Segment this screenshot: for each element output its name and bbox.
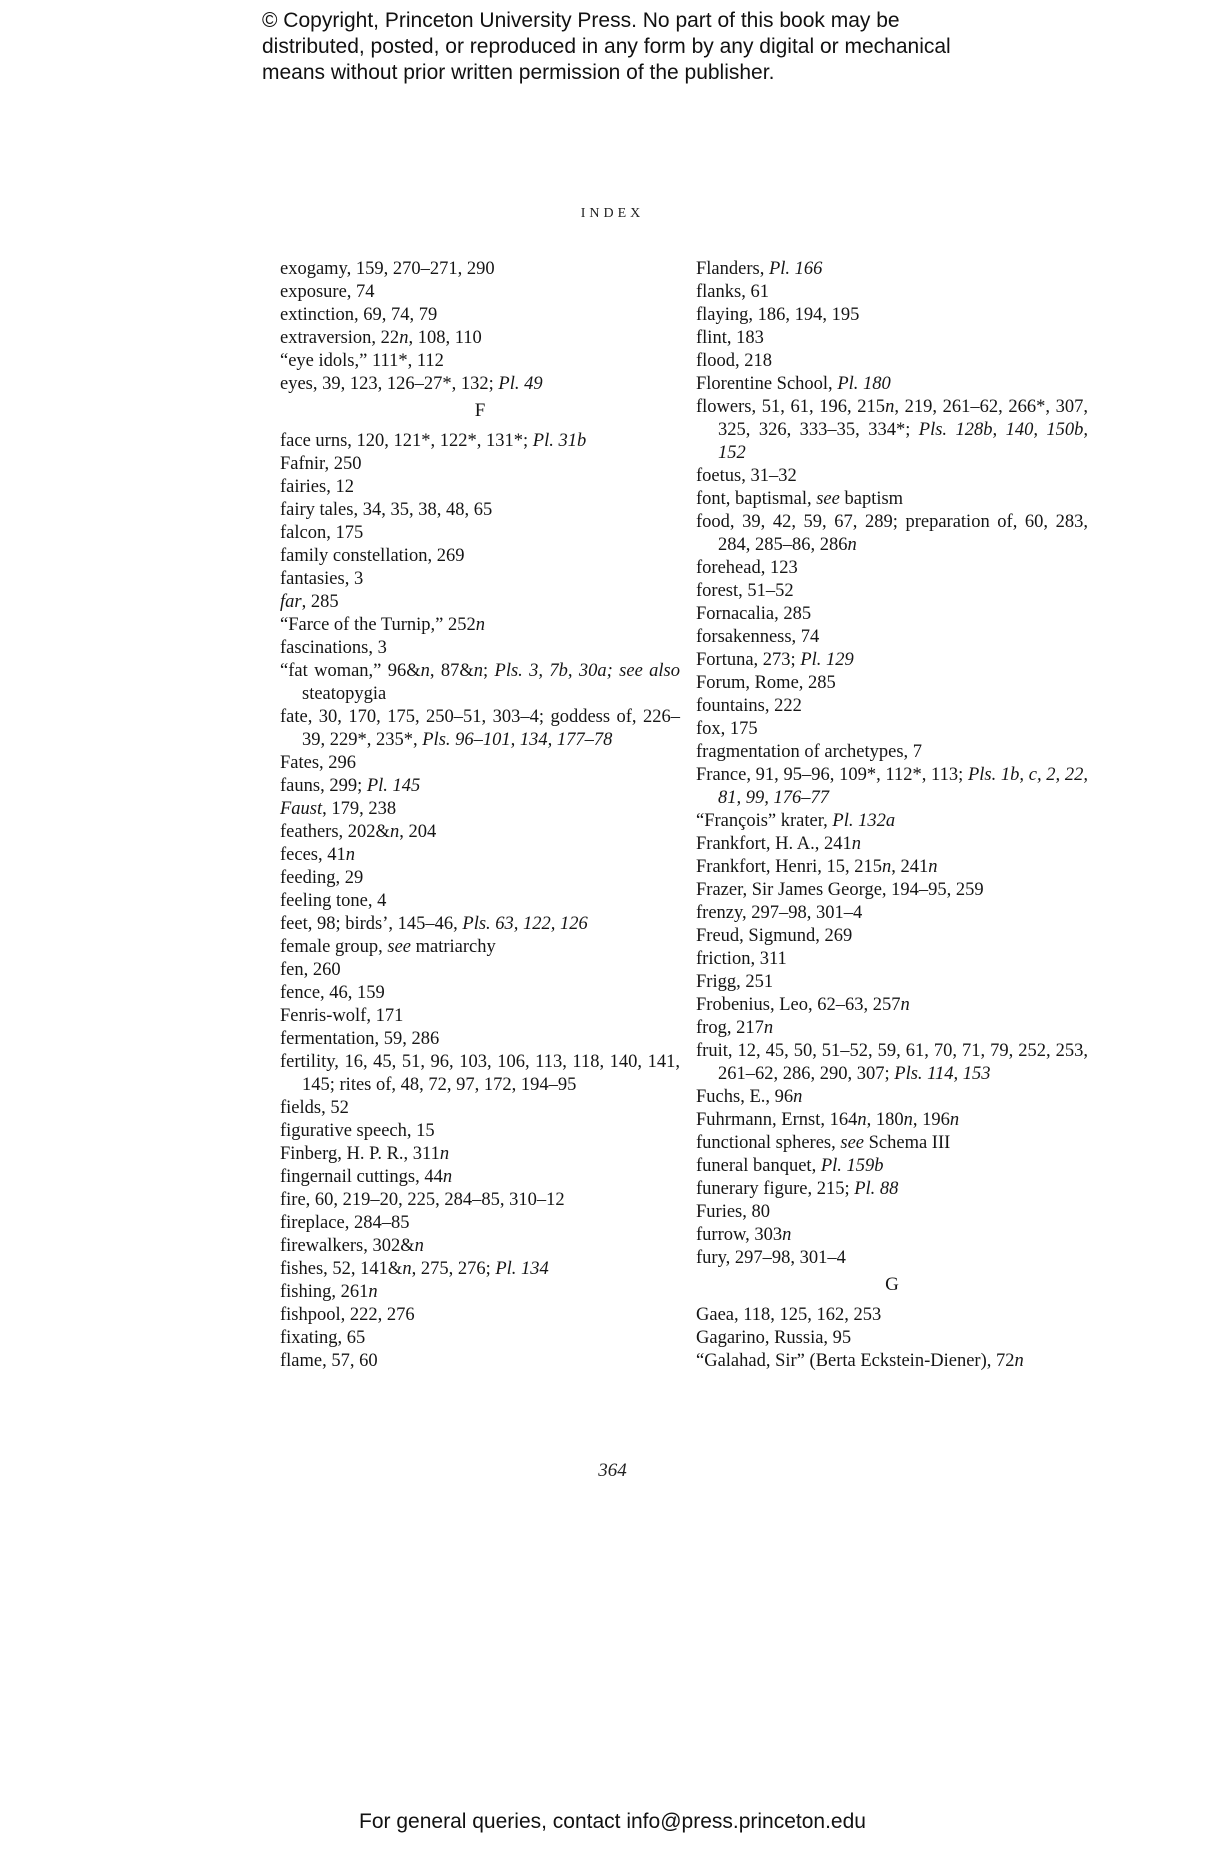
index-entry: Fornacalia, 285: [696, 604, 812, 624]
index-entry: extinction, 69, 74, 79: [280, 305, 438, 325]
index-entry: food, 39, 42, 59, 67, 289; preparation of, 60, 283, 284, 285–86, 286n: [696, 512, 1088, 555]
index-entry: Fortuna, 273; Pl. 129: [696, 650, 854, 670]
footer-contact: For general queries, contact info@press.princeton.edu: [359, 1810, 866, 1833]
index-entry: fence, 46, 159: [280, 983, 385, 1003]
index-entry: fairy tales, 34, 35, 38, 48, 65: [280, 500, 493, 520]
index-entry: Frankfort, Henri, 15, 215n, 241n: [696, 857, 938, 877]
index-entry: female group, see matriarchy: [280, 937, 496, 957]
index-entry: fishing, 261n: [280, 1282, 378, 1302]
index-entry: exposure, 74: [280, 282, 375, 302]
index-entry: fishes, 52, 141&n, 275, 276; Pl. 134: [280, 1259, 549, 1279]
index-entry: Freud, Sigmund, 269: [696, 926, 853, 946]
index-entry: Flanders, Pl. 166: [696, 259, 823, 279]
index-entry: frog, 217n: [696, 1018, 774, 1038]
index-entry: flame, 57, 60: [280, 1351, 378, 1371]
copyright-line: means without prior written permission of the publisher.: [262, 61, 775, 84]
index-entry: exogamy, 159, 270–271, 290: [280, 259, 495, 279]
index-entry: foetus, 31–32: [696, 466, 797, 486]
index-entry: face urns, 120, 121*, 122*, 131*; Pl. 31b: [280, 431, 587, 451]
index-entry: forehead, 123: [696, 558, 798, 578]
index-entry: Frankfort, H. A., 241n: [696, 834, 861, 854]
index-entry: Gaea, 118, 125, 162, 253: [696, 1305, 882, 1325]
index-entry: Fafnir, 250: [280, 454, 362, 474]
index-entry: feathers, 202&n, 204: [280, 822, 437, 842]
index-entry: firewalkers, 302&n: [280, 1236, 424, 1256]
index-entry: Fenris-wolf, 171: [280, 1006, 404, 1026]
index-entry: funerary figure, 215; Pl. 88: [696, 1179, 899, 1199]
index-entry: family constellation, 269: [280, 546, 465, 566]
index-entry: Furies, 80: [696, 1202, 770, 1222]
index-entry: frenzy, 297–98, 301–4: [696, 903, 863, 923]
index-entry: funeral banquet, Pl. 159b: [696, 1156, 884, 1176]
index-entry: feet, 98; birds’, 145–46, Pls. 63, 122, 126: [280, 914, 588, 934]
index-entry: “fat woman,” 96&n, 87&n; Pls. 3, 7b, 30a; see also steatopygia: [280, 661, 681, 704]
index-entry: fireplace, 284–85: [280, 1213, 410, 1233]
index-entry: flaying, 186, 194, 195: [696, 305, 860, 325]
index-entry: fertility, 16, 45, 51, 96, 103, 106, 113, 118, 140, 141, 145; rites of, 48, 72, 97, 172, 194–95: [280, 1052, 680, 1095]
index-entry: feeling tone, 4: [280, 891, 387, 911]
index-entry: furrow, 303n: [696, 1225, 792, 1245]
index-entry: fantasies, 3: [280, 569, 364, 589]
index-entry: “eye idols,” 111*, 112: [280, 351, 444, 371]
index-entry: fauns, 299; Pl. 145: [280, 776, 421, 796]
copyright-line: distributed, posted, or reproduced in any form by any digital or mechanical: [262, 35, 951, 58]
copyright-notice: [262, 8, 962, 86]
page-number: 364: [598, 1460, 627, 1481]
index-entry: fury, 297–98, 301–4: [696, 1248, 846, 1268]
index-entry: flood, 218: [696, 351, 773, 371]
index-entry: Gagarino, Russia, 95: [696, 1328, 852, 1348]
index-entry: fields, 52: [280, 1098, 349, 1118]
index-entry: Fuhrmann, Ernst, 164n, 180n, 196n: [696, 1110, 960, 1130]
section-letter: F: [474, 400, 486, 421]
index-entry: fragmentation of archetypes, 7: [696, 742, 923, 762]
index-entry: figurative speech, 15: [280, 1121, 435, 1141]
index-entry: fingernail cuttings, 44n: [280, 1167, 453, 1187]
index-heading: INDEX: [580, 206, 645, 221]
index-entry: flint, 183: [696, 328, 764, 348]
index-entry: forsakenness, 74: [696, 627, 820, 647]
index-entry: fascinations, 3: [280, 638, 387, 658]
section-letter: G: [885, 1274, 899, 1295]
index-entry: fermentation, 59, 286: [280, 1029, 440, 1049]
index-column-right: [696, 258, 1088, 1373]
index-column-left: [280, 258, 680, 1373]
index-entry: flanks, 61: [696, 282, 769, 302]
index-entry: fairies, 12: [280, 477, 354, 497]
index-entry: Fuchs, E., 96n: [696, 1087, 803, 1107]
index-entry: Faust, 179, 238: [280, 799, 397, 819]
index-entry: eyes, 39, 123, 126–27*, 132; Pl. 49: [280, 374, 543, 394]
index-entry: fixating, 65: [280, 1328, 366, 1348]
copyright-line: © Copyright, Princeton University Press. No part of this book may be: [262, 9, 900, 32]
index-entry: fen, 260: [280, 960, 341, 980]
index-entry: Frazer, Sir James George, 194–95, 259: [696, 880, 984, 900]
index-entry: forest, 51–52: [696, 581, 794, 601]
index-entry: functional spheres, see Schema III: [696, 1133, 951, 1153]
index-entry: Finberg, H. P. R., 311n: [280, 1144, 450, 1164]
index-entry: feeding, 29: [280, 868, 364, 888]
index-entry: font, baptismal, see baptism: [696, 489, 904, 509]
index-entry: fountains, 222: [696, 696, 802, 716]
index-entry: fox, 175: [696, 719, 758, 739]
index-entry: friction, 311: [696, 949, 787, 969]
index-entry: fate, 30, 170, 175, 250–51, 303–4; goddess of, 226–39, 229*, 235*, Pls. 96–101, 134, 177–78: [280, 707, 680, 750]
index-entry: Fates, 296: [280, 753, 357, 773]
index-entry: Forum, Rome, 285: [696, 673, 836, 693]
index-entry: flowers, 51, 61, 196, 215n, 219, 261–62, 266*, 307, 325, 326, 333–35, 334*; Pls. 128b, 140, 150b, 152: [696, 397, 1089, 463]
index-entry: Frigg, 251: [696, 972, 774, 992]
index-entry: Frobenius, Leo, 62–63, 257n: [696, 995, 910, 1015]
index-entry: far, 285: [280, 592, 339, 612]
index-entry: “François” krater, Pl. 132a: [696, 811, 896, 831]
index-entry: extraversion, 22n, 108, 110: [280, 328, 482, 348]
index-entry: France, 91, 95–96, 109*, 112*, 113; Pls. 1b, c, 2, 22, 81, 99, 176–77: [696, 765, 1088, 808]
index-entry: falcon, 175: [280, 523, 364, 543]
index-entry: “Galahad, Sir” (Berta Eckstein-Diener), 72n: [696, 1351, 1024, 1371]
index-entry: fruit, 12, 45, 50, 51–52, 59, 61, 70, 71, 79, 252, 253, 261–62, 286, 290, 307; Pls. 114, 153: [696, 1041, 1088, 1084]
index-entry: “Farce of the Turnip,” 252n: [280, 615, 486, 635]
index-entry: fire, 60, 219–20, 225, 284–85, 310–12: [280, 1190, 565, 1210]
index-entry: Florentine School, Pl. 180: [696, 374, 891, 394]
index-entry: fishpool, 222, 276: [280, 1305, 415, 1325]
index-entry: feces, 41n: [280, 845, 355, 865]
